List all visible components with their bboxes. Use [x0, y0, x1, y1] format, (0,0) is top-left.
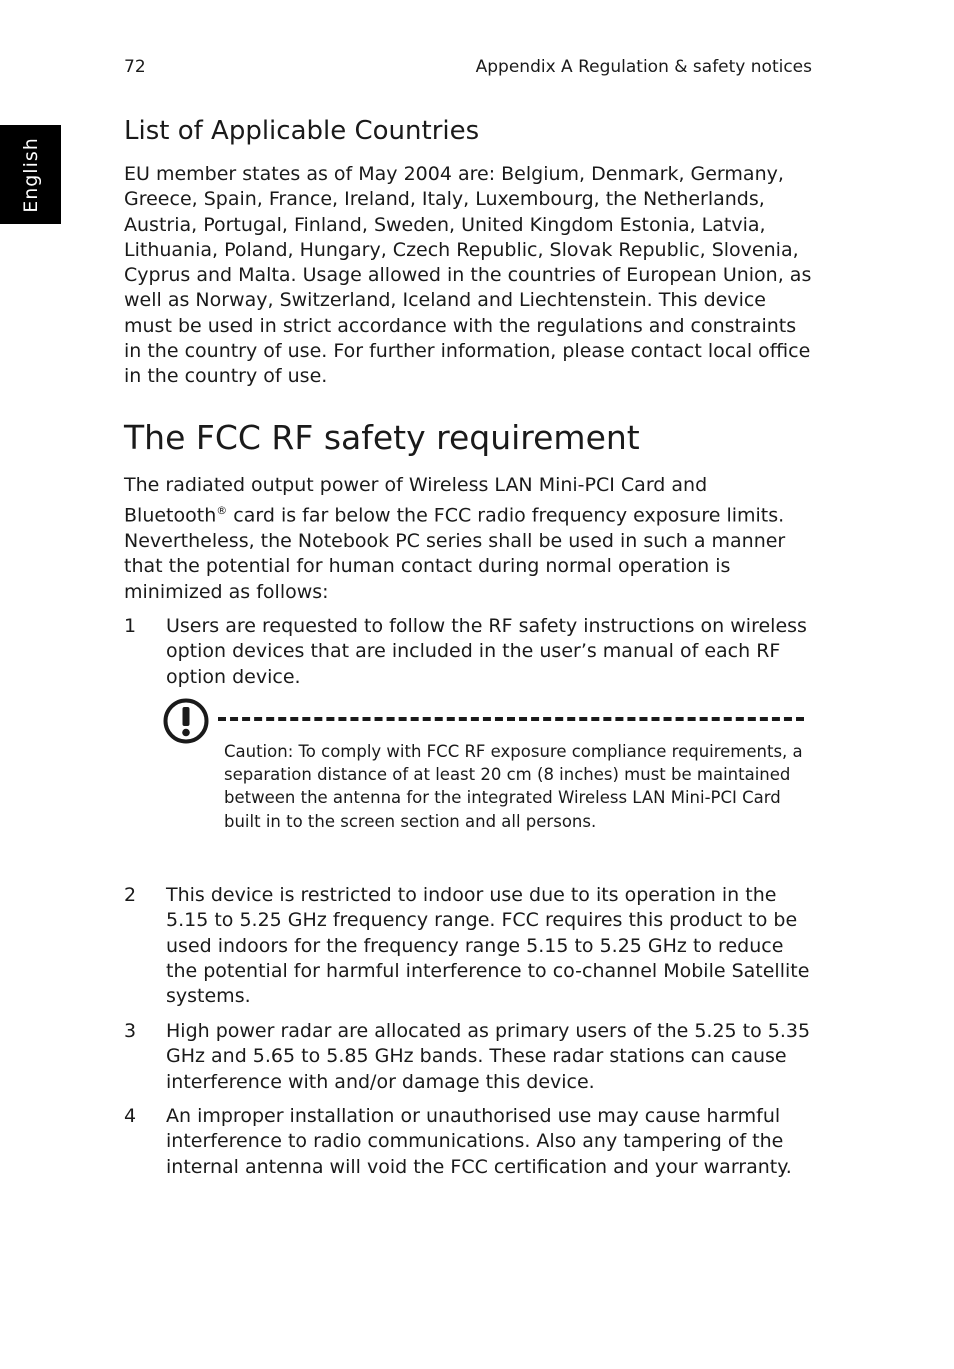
list-item-text: Users are requested to follow the RF safety instructions on wireless option devices that are included in the user’s manual of each RF option device.: [166, 615, 807, 688]
caution-icon: [162, 697, 210, 745]
list-item-number: 2: [124, 884, 137, 906]
fcc-intro-part1: The radiated output power of Wireless LAN Mini-PCI Card and Bluetooth: [124, 474, 708, 527]
caution-divider: [218, 717, 804, 721]
language-tab: [0, 125, 61, 224]
fcc-intro-paragraph: [124, 473, 814, 605]
page-number: 72: [124, 57, 146, 77]
list-item-number: 4: [124, 1105, 137, 1127]
registered-mark: ®: [216, 504, 228, 518]
caution-label: Caution: [224, 742, 288, 761]
list-item-number: 3: [124, 1020, 137, 1042]
fcc-intro-part2: card is far below the FCC radio frequency exposure limits. Nevertheless, the Notebook PC series shall be used in such a manner that the potential for human contact during normal operation is minimized as follows:: [124, 504, 786, 603]
list-item-text: An improper installation or unauthorised use may cause harmful interference to radio communications. Also any tampering of the internal antenna will void the FCC certification and your warranty.: [166, 1105, 792, 1178]
list-item-text: This device is restricted to indoor use due to its operation in the 5.15 to 5.25 GHz frequency range. FCC requires this product to be used indoors for the frequency range 5.15 to 5.25 GHz to reduce the potential for harmful interference to co-channel Mobile Satellite systems.: [166, 884, 810, 1008]
list-item-text: High power radar are allocated as primary users of the 5.25 to 5.35 GHz and 5.65 to 5.85 GHz bands. These radar stations can cause interference with and/or damage this device.: [166, 1020, 811, 1093]
language-tab-label: English: [19, 136, 42, 213]
fcc-heading: The FCC RF safety requirement: [124, 418, 640, 457]
caution-note: [224, 740, 809, 833]
caution-text: : To comply with FCC RF exposure compliance requirements, a separation distance of at least 20 cm (8 inches) must be maintained between the antenna for the integrated Wireless LAN Mini-PCI Card built in to the screen section and all persons.: [224, 742, 803, 831]
running-header: Appendix A Regulation & safety notices: [475, 57, 812, 77]
list-item-number: 1: [124, 615, 137, 637]
countries-heading: List of Applicable Countries: [124, 116, 480, 146]
countries-paragraph: EU member states as of May 2004 are: Belgium, Denmark, Germany, Greece, Spain, France, Ireland, Italy, Luxembourg, the Netherlands, Austria, Portugal, Finland, Sweden, United Kingdom Estonia, Latvia, Lithuania, Poland, Hungary, Czech Republic, Slovak Republic, Slovenia, Cyprus and Malta. Usage allowed in the countries of European Union, as well as Norway, Switzerland, Iceland and Liechtenstein. This device must be used in strict accordance with the regulations and constraints in the country of use. For further information, please contact local office in the country of use.: [124, 163, 812, 388]
